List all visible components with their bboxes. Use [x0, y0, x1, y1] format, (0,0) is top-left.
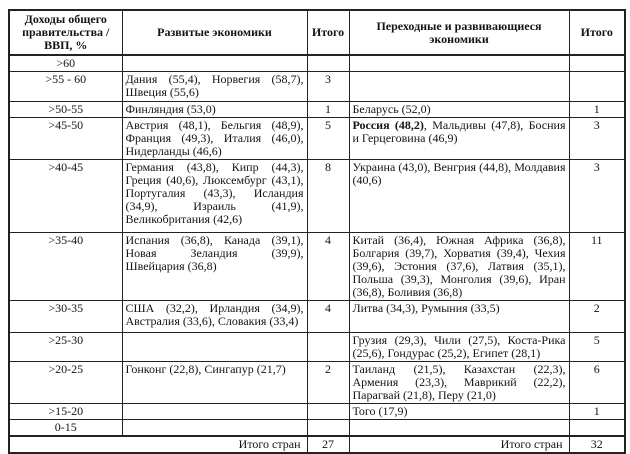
developed-economies-cell [122, 333, 307, 362]
range-cell: >50-55 [9, 102, 122, 118]
developed-total-cell: 4 [307, 233, 349, 301]
header-developed-economies: Развитые экономики [122, 10, 307, 55]
emerging-economies-cell: Украина (43,0), Венгрия (44,8), Молдавия (40,6) [349, 160, 569, 233]
range-cell: >60 [9, 55, 122, 72]
header-emerging-economies: Переходные и развивающиеся экономики [349, 10, 569, 55]
table-row [9, 55, 625, 72]
emerging-total-cell: 1 [569, 404, 625, 420]
header-range: Доходы общего правительства / ВВП, % [9, 10, 122, 55]
developed-economies-cell: США (32,2), Ирландия (34,9), Австралия (33,6), Словакия (33,4) [122, 301, 307, 333]
developed-total-cell: 4 [307, 301, 349, 333]
emerging-total-cell: 5 [569, 333, 625, 362]
developed-economies-cell: Финляндия (53,0) [122, 102, 307, 118]
developed-total-cell [307, 55, 349, 72]
range-cell: >35-40 [9, 233, 122, 301]
table-row [9, 233, 625, 301]
russia-bold-entry: Россия (48,2) [352, 118, 424, 132]
emerging-total-cell: 2 [569, 301, 625, 333]
emerging-total-cell [569, 420, 625, 437]
emerging-countries-total: 32 [569, 436, 625, 453]
range-cell: >20-25 [9, 362, 122, 404]
emerging-total-cell: 11 [569, 233, 625, 301]
table-row [9, 301, 625, 333]
range-cell: >40-45 [9, 160, 122, 233]
developed-total-cell: 1 [307, 102, 349, 118]
totals-row [9, 436, 625, 453]
table-row [9, 118, 625, 160]
table-row [9, 333, 625, 362]
header-emerging-total: Итого [569, 10, 625, 55]
emerging-economies-cell [349, 420, 569, 437]
emerging-total-cell: 6 [569, 362, 625, 404]
developed-totals-label: Итого стран [9, 436, 307, 453]
emerging-economies-cell: Литва (34,3), Румыния (33,5) [349, 301, 569, 333]
table-row [9, 404, 625, 420]
emerging-total-cell: 3 [569, 118, 625, 160]
developed-economies-cell: Гонконг (22,8), Сингапур (21,7) [122, 362, 307, 404]
developed-economies-cell: Австрия (48,1), Бельгия (48,9), Франция (49,3), Италия (46,0), Нидерланды (46,6) [122, 118, 307, 160]
developed-total-cell: 3 [307, 72, 349, 102]
header-row [9, 10, 625, 55]
developed-economies-cell [122, 55, 307, 72]
developed-total-cell: 8 [307, 160, 349, 233]
emerging-economies-cell: Таиланд (21,5), Казахстан (22,3), Армения (23,3), Маврикий (22,2), Парагвай (21,8), Перу (21,0) [349, 362, 569, 404]
government-revenue-table [8, 9, 626, 454]
table-row [9, 72, 625, 102]
emerging-total-cell [569, 55, 625, 72]
range-cell: >15-20 [9, 404, 122, 420]
developed-countries-total: 27 [307, 436, 349, 453]
developed-economies-cell: Дания (55,4), Норвегия (58,7), Швеция (55,6) [122, 72, 307, 102]
table-row [9, 362, 625, 404]
emerging-economies-cell: Грузия (29,3), Чили (27,5), Коста-Рика (25,6), Гондурас (25,2), Египет (28,1) [349, 333, 569, 362]
developed-economies-cell: Испания (36,8), Канада (39,1), Новая Зеландия (39,9), Швейцария (36,8) [122, 233, 307, 301]
emerging-economies-rest: , Мальдивы (47,8), Босния и Герцеговина (46,9) [352, 118, 566, 145]
developed-economies-cell [122, 420, 307, 437]
developed-total-cell [307, 333, 349, 362]
developed-total-cell: 2 [307, 362, 349, 404]
header-developed-total: Итого [307, 10, 349, 55]
range-cell: >25-30 [9, 333, 122, 362]
emerging-economies-cell [349, 55, 569, 72]
table-row [9, 420, 625, 437]
emerging-economies-cell: Того (17,9) [349, 404, 569, 420]
developed-economies-cell [122, 404, 307, 420]
developed-total-cell: 5 [307, 118, 349, 160]
developed-total-cell [307, 404, 349, 420]
emerging-total-cell: 3 [569, 160, 625, 233]
emerging-economies-cell: Китай (36,4), Южная Африка (36,8), Болгария (39,7), Хорватия (39,4), Чехия (39,6), Эстония (37,6), Латвия (35,1), Польша (39,3), Монголия (39,6), Иран (36,8), Боливия (36,8) [349, 233, 569, 301]
range-cell: >30-35 [9, 301, 122, 333]
emerging-totals-label: Итого стран [349, 436, 569, 453]
developed-total-cell [307, 420, 349, 437]
emerging-economies-cell: Беларусь (52,0) [349, 102, 569, 118]
range-cell: >45-50 [9, 118, 122, 160]
emerging-total-cell [569, 72, 625, 102]
range-cell: >55 - 60 [9, 72, 122, 102]
emerging-economies-cell [349, 72, 569, 102]
emerging-total-cell: 1 [569, 102, 625, 118]
emerging-economies-cell [349, 118, 569, 160]
table-row [9, 102, 625, 118]
table-row [9, 160, 625, 233]
developed-economies-cell: Германия (43,8), Кипр (44,3), Греция (40,6), Люксембург (43,1), Португалия (43,3), Исландия (34,9), Израиль (41,9), Великобритания (42,6) [122, 160, 307, 233]
range-cell: 0-15 [9, 420, 122, 437]
